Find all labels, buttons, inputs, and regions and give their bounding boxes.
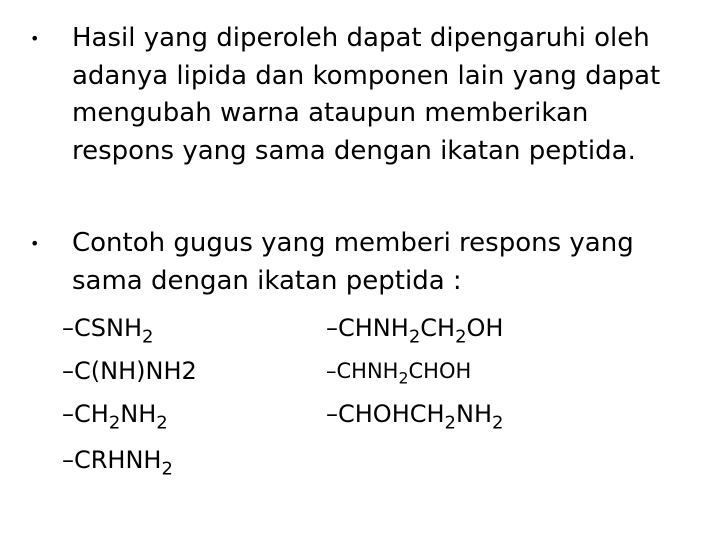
bullet-item-2 (28, 225, 698, 300)
formula-chnh2choh: $-CHNH_2CHOH$ (326, 359, 472, 388)
bullet-marker: • (30, 29, 40, 48)
bullet-text: Hasil yang diperoleh dapat dipengaruhi oleh adanya lipida dan komponen lain yang dapat mengubah warna ataupun memberikan respons yang sama dengan ikatan peptida. (72, 23, 661, 166)
formula-crhnh2: $-CRHNH_2$ (62, 446, 173, 480)
formula-cnhnh2: –C(NH)NH2 (62, 357, 197, 385)
formula-chohch2nh2: $-CHOHCH_2NH_2$ (326, 400, 504, 434)
bullet-item-1 (28, 20, 698, 170)
bullet-marker: • (30, 234, 40, 253)
formula-ch2nh2: $-CH_2NH_2$ (62, 400, 168, 434)
bullet-text: Contoh gugus yang memberi respons yang sama dengan ikatan peptida : (72, 228, 634, 296)
formula-csnh2: $-CSNH_2$ (62, 314, 154, 348)
formula-chnh2ch2oh: $-CHNH_2CH_2OH$ (326, 314, 504, 348)
